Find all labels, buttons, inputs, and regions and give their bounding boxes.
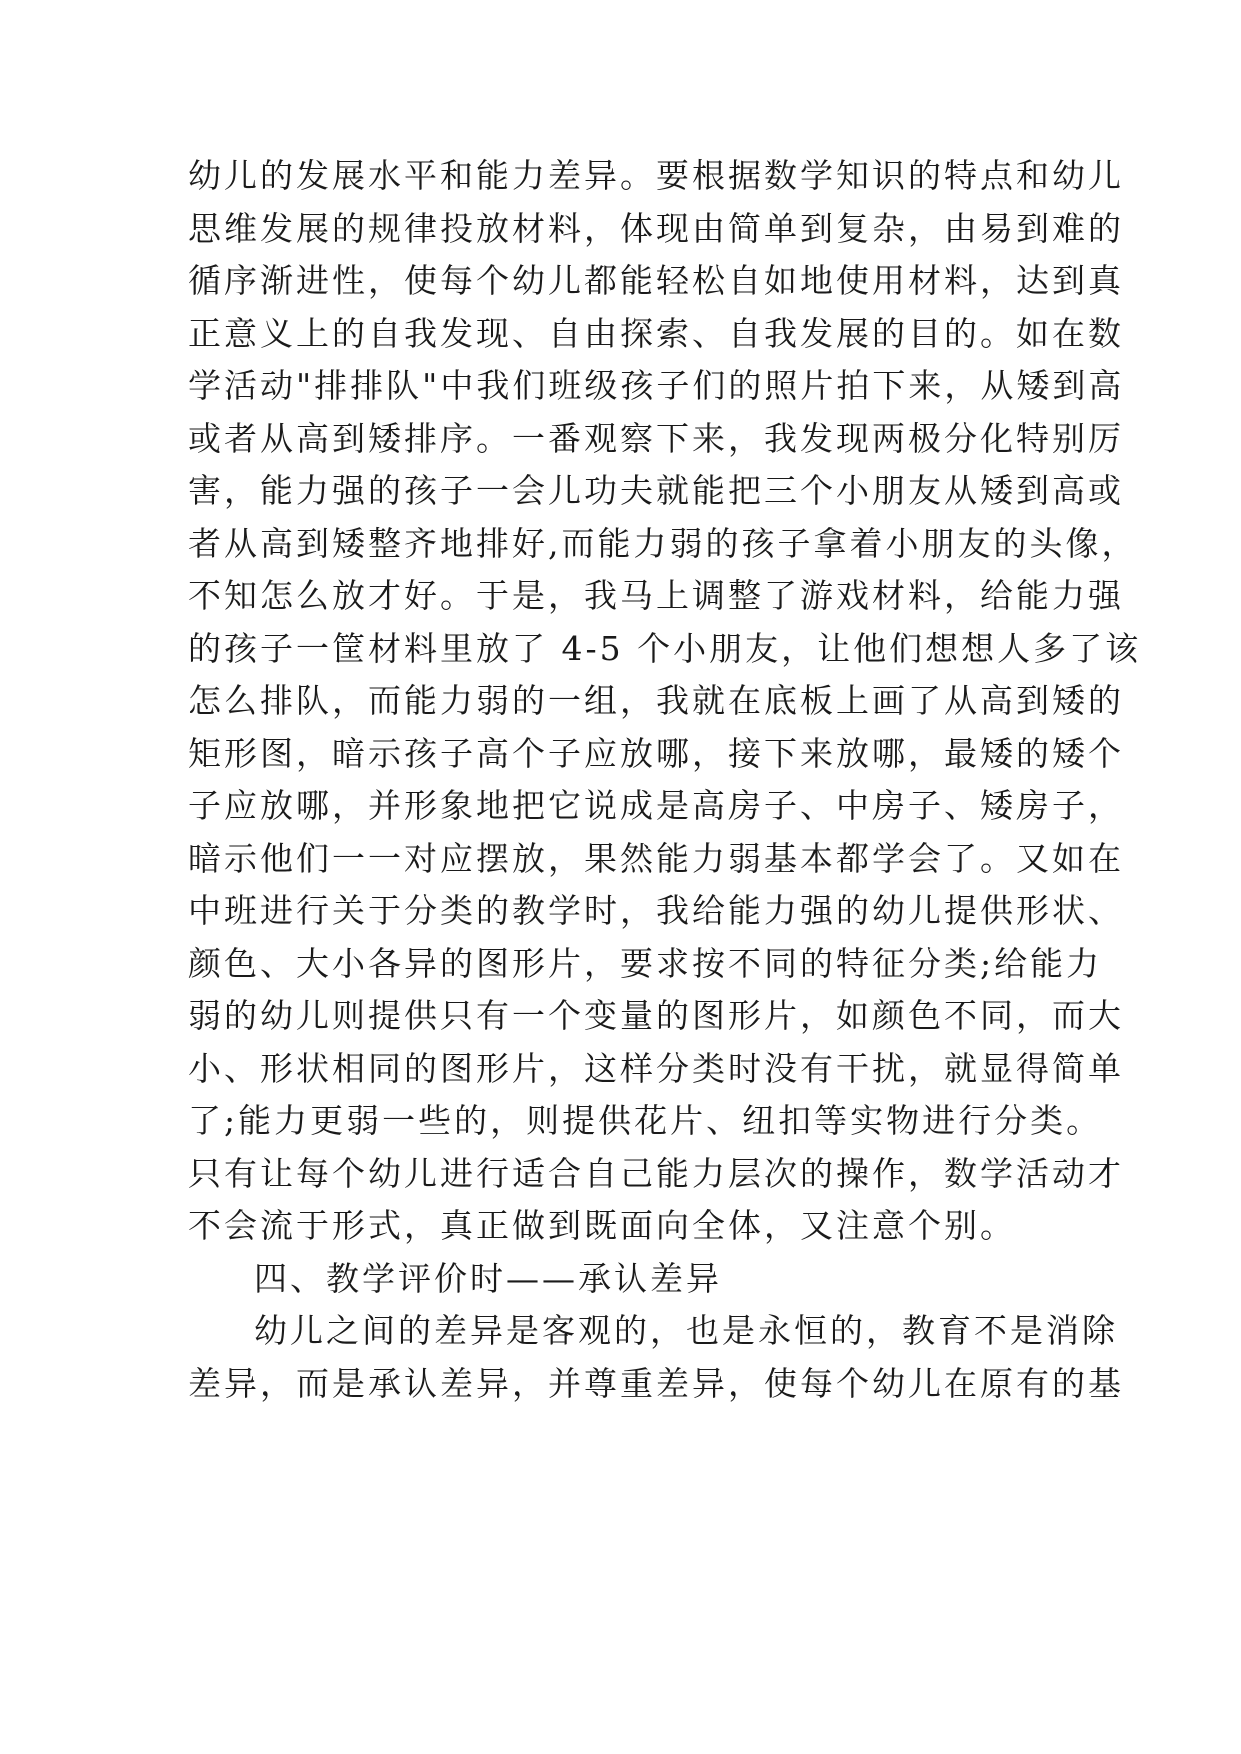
- text-line: 害，能力强的孩子一会儿功夫就能把三个小朋友从矮到高或: [188, 471, 1124, 510]
- body-text: [188, 150, 1142, 1410]
- text-line: 怎么排队，而能力弱的一组，我就在底板上画了从高到矮的: [188, 681, 1124, 720]
- text-line: 思维发展的规律投放材料，体现由简单到复杂，由易到难的: [188, 208, 1124, 248]
- text-line: 正意义上的自我发现、自由探索、自我发展的目的。如在数: [188, 313, 1124, 353]
- text-line: 颜色、大小各异的图形片，要求按不同的特征分类;给能力: [188, 943, 1103, 983]
- text-line: 了;能力更弱一些的，则提供花片、纽扣等实物进行分类。: [188, 1101, 1103, 1140]
- text-line: 子应放哪，并形象地把它说成是高房子、中房子、矮房子，: [188, 786, 1124, 825]
- text-line: 只有让每个幼儿进行适合自己能力层次的操作，数学活动才: [188, 1153, 1124, 1193]
- text-line: 矩形图，暗示孩子高个子应放哪，接下来放哪，最矮的矮个: [188, 733, 1124, 773]
- text-line: 或者从高到矮排序。一番观察下来，我发现两极分化特别厉: [188, 418, 1124, 458]
- text-line: 差异，而是承认差异，并尊重差异，使每个幼儿在原有的基: [188, 1363, 1124, 1403]
- text-line: 幼儿的发展水平和能力差异。要根据数学知识的特点和幼儿: [188, 156, 1124, 195]
- text-line: 不知怎么放才好。于是，我马上调整了游戏材料，给能力强: [188, 576, 1124, 615]
- text-line: 循序渐进性，使每个幼儿都能轻松自如地使用材料，达到真: [188, 261, 1124, 300]
- text-line: 暗示他们一一对应摆放，果然能力弱基本都学会了。又如在: [188, 838, 1124, 878]
- text-line: 中班进行关于分类的教学时，我给能力强的幼儿提供形状、: [188, 891, 1124, 930]
- text-line: 不会流于形式，真正做到既面向全体，又注意个别。: [188, 1206, 1016, 1245]
- text-line: 学活动"排排队"中我们班级孩子们的照片拍下来，从矮到高: [188, 366, 1125, 405]
- section-heading: 四、教学评价时——承认差异: [254, 1258, 722, 1298]
- text-line: 小、形状相同的图形片，这样分类时没有干扰，就显得简单: [188, 1048, 1124, 1088]
- text-line: 弱的幼儿则提供只有一个变量的图形片，如颜色不同，而大: [188, 996, 1124, 1035]
- text-line: 幼儿之间的差异是客观的，也是永恒的，教育不是消除: [254, 1311, 1118, 1350]
- text-line: 的孩子一筐材料里放了 4-5 个小朋友，让他们想想人多了该: [188, 628, 1142, 668]
- text-line: 者从高到矮整齐地排好,而能力弱的孩子拿着小朋友的头像，: [188, 523, 1138, 563]
